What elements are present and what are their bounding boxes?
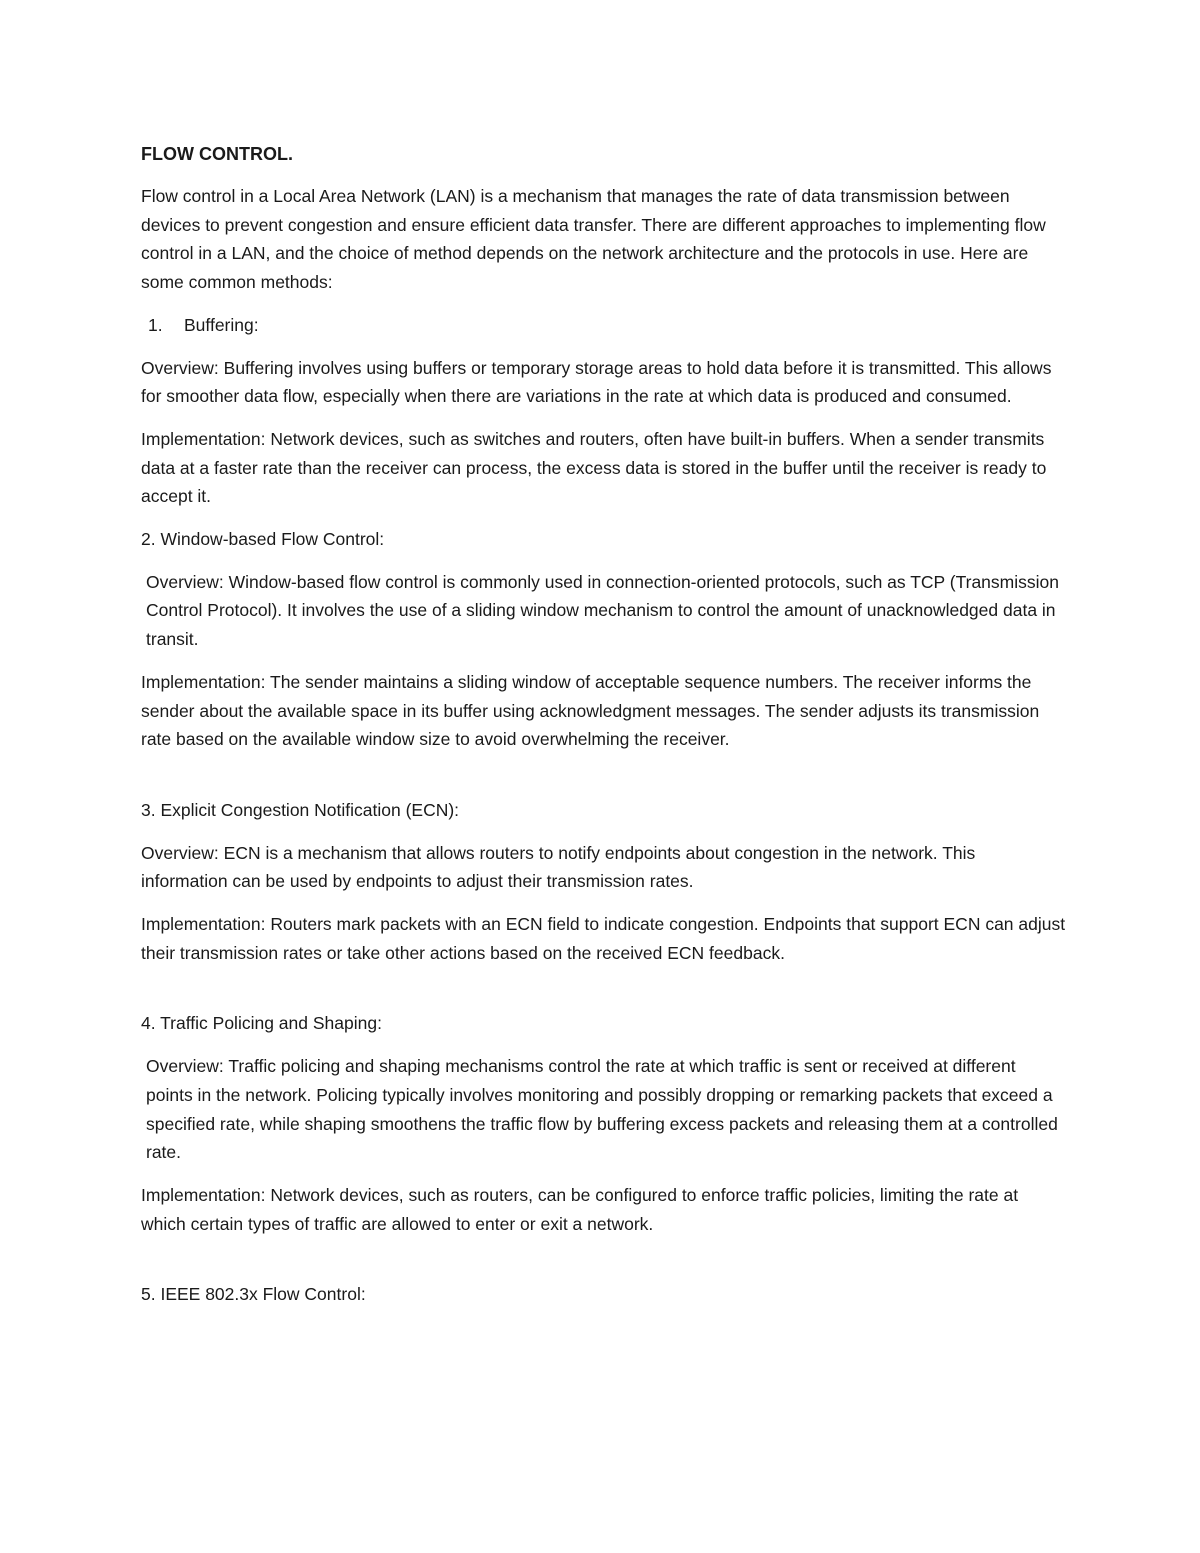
section-4-heading: 4. Traffic Policing and Shaping: — [141, 1013, 382, 1034]
intro-paragraph: Flow control in a Local Area Network (LAN) is a mechanism that manages the rate of data transmission between devices to prevent congestion and ensure efficient data transfer. There are different approaches to implementing flow control in a LAN, and the choice of method depends on the network architecture and the protocols in use. Here are some common methods: — [141, 186, 1046, 293]
blank-line — [141, 981, 1066, 1009]
blank-line — [141, 768, 1066, 796]
list-number: 1. — [148, 314, 163, 335]
section-3-heading: 3. Explicit Congestion Notification (ECN): — [141, 799, 460, 820]
section-1-overview: Overview: Buffering involves using buffers or temporary storage areas to hold data before it is transmitted. This allows for smoother data flow, especially when there are variations in the rate at which data is produced and consumed. — [141, 357, 1052, 407]
section-2-implementation: Implementation: The sender maintains a sliding window of acceptable sequence numbers. The receiver informs the sender about the available space in its buffer using acknowledgment messages. The sender adjusts its transmission rate based on the available window size to avoid overwhelming the receiver. — [141, 671, 1040, 750]
document-body — [141, 140, 1066, 1323]
section-4-implementation: Implementation: Network devices, such as routers, can be configured to enforce traffic policies, limiting the rate at which certain types of traffic are allowed to enter or exit a network. — [141, 1184, 1019, 1234]
section-3-overview: Overview: ECN is a mechanism that allows routers to notify endpoints about congestion in the network. This information can be used by endpoints to adjust their transmission rates. — [141, 842, 976, 892]
section-2-overview: Overview: Window-based flow control is commonly used in connection-oriented protocols, such as TCP (Transmission Control Protocol). It involves the use of a sliding window mechanism to control the amount of unacknowledged data in transit. — [146, 571, 1059, 650]
section-3-implementation: Implementation: Routers mark packets with an ECN field to indicate congestion. Endpoints that support ECN can adjust their transmission rates or take other actions based on the received ECN feedback. — [141, 914, 1066, 963]
section-4-overview: Overview: Traffic policing and shaping mechanisms control the rate at which traffic is sent or received at different points in the network. Policing typically involves monitoring and possibly dropping or remarking packets that exceed a specified rate, while shaping smoothens the traffic flow by buffering excess packets and releasing them at a controlled rate. — [146, 1056, 1058, 1163]
blank-line — [141, 1252, 1066, 1280]
section-2-heading: 2. Window-based Flow Control: — [141, 529, 385, 550]
list-label: Buffering: — [184, 314, 259, 335]
document-title: FLOW CONTROL. — [141, 144, 293, 164]
section-5-heading: 5. IEEE 802.3x Flow Control: — [141, 1284, 366, 1305]
section-1-implementation: Implementation: Network devices, such as switches and routers, often have built-in buffers. When a sender transmits data at a faster rate than the receiver can process, the excess data is stored in the buffer until the receiver is ready to accept it. — [141, 428, 1047, 507]
section-1-heading — [141, 311, 1066, 340]
